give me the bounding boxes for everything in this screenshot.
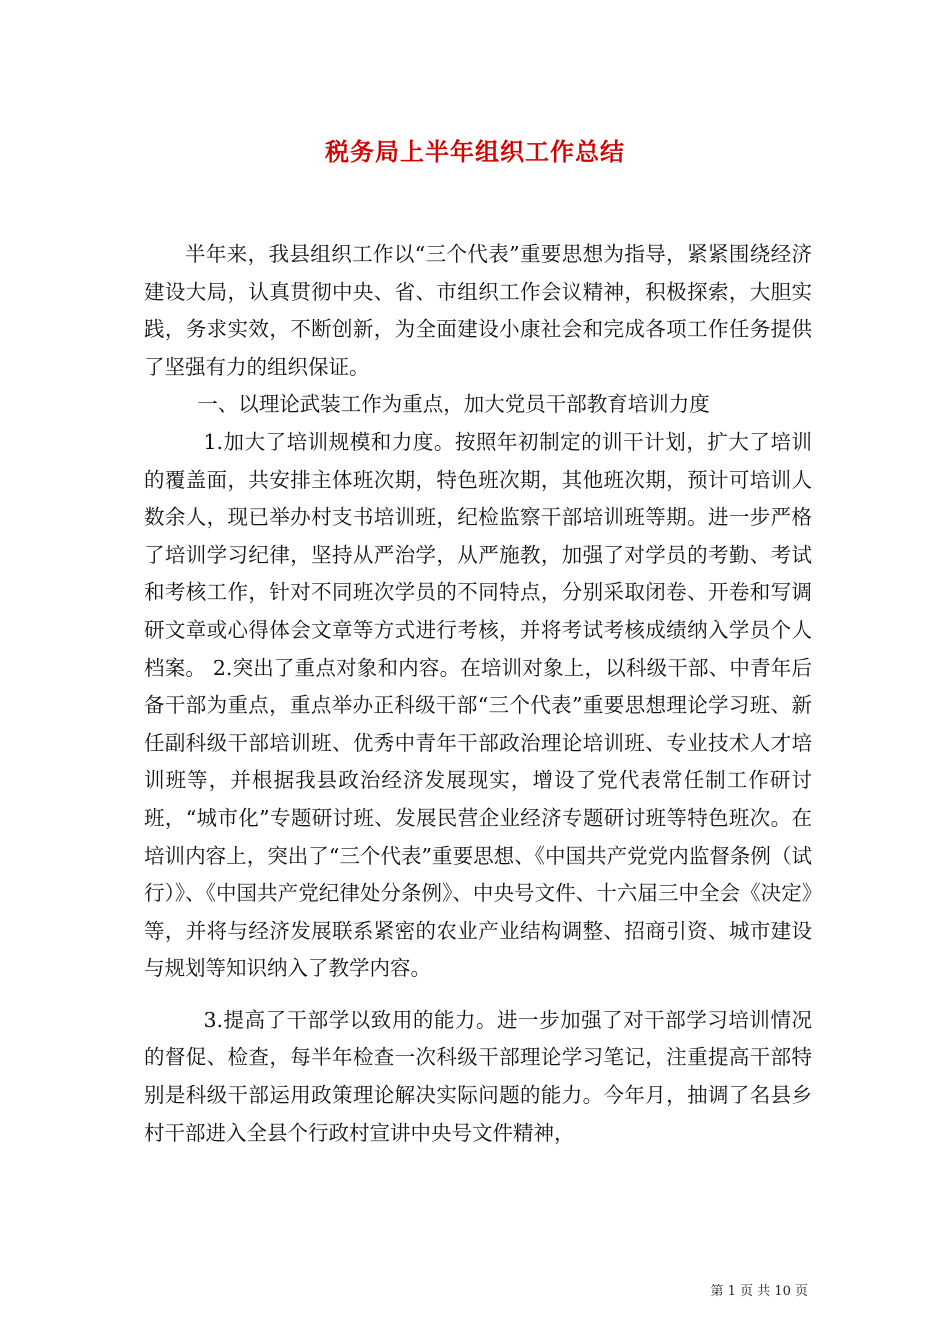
page-number-footer: 第 1 页 共 10 页 <box>710 1284 808 1299</box>
item-paragraph-1: 1.加大了培训规模和力度。按照年初制定的训干计划，扩大了培训的覆盖面，共安排主体班次期，特色班次期，其他班次期，预计可培训人数余人，现已举办村支书培训班，纪检监察干部培训班等期。进一步严格了培训学习纪律，坚持从严治学，从严施教，加强了对学员的考勤、考试和考核工作，针对不同班次学员的不同特点，分别采取闭卷、开卷和写调研文章或心得体会文章等方式进行考核，并将考试考核成绩纳入学员个人档案。 2.突出了重点对象和内容。在培训对象上，以科级干部、中青年后备干部为重点，重点举办正科级干部“三个代表”重要思想理论学习班、新任副科级干部培训班、优秀中青年干部政治理论培训班、专业技术人才培训班等，并根据我县政治经济发展现实，增设了党代表常任制工作研讨班，“城市化”专题研讨班、发展民营企业经济专题研讨班等特色班次。在培训内容上，突出了“三个代表”重要思想、《中国共产党党内监督条例（试行）》、《中国共产党纪律处分条例》、中央号文件、十六届三中全会《决定》等，并将与经济发展联系紧密的农业产业结构调整、招商引资、城市建设与规划等知识纳入了教学内容。 <box>144 429 812 981</box>
section-heading-1: 一、以理论武装工作为重点，加大党员干部教育培训力度 <box>197 392 710 417</box>
item-paragraph-3: 3.提高了干部学以致用的能力。进一步加强了对干部学习培训情况的督促、检查，每半年检查一次科级干部理论学习笔记，注重提高干部特别是科级干部运用政策理论解决实际问题的能力。今年月，抽调了名县乡村干部进入全县个行政村宣讲中央号文件精神， <box>144 1007 812 1145</box>
document-title: 税务局上半年组织工作总结 <box>325 137 625 166</box>
intro-paragraph: 半年来，我县组织工作以“三个代表”重要思想为指导，紧紧围绕经济建设大局，认真贯彻中央、省、市组织工作会议精神，积极探索，大胆实践，务求实效，不断创新，为全面建设小康社会和完成各项工作任务提供了坚强有力的组织保证。 <box>144 242 812 379</box>
document-body <box>144 236 812 1152</box>
